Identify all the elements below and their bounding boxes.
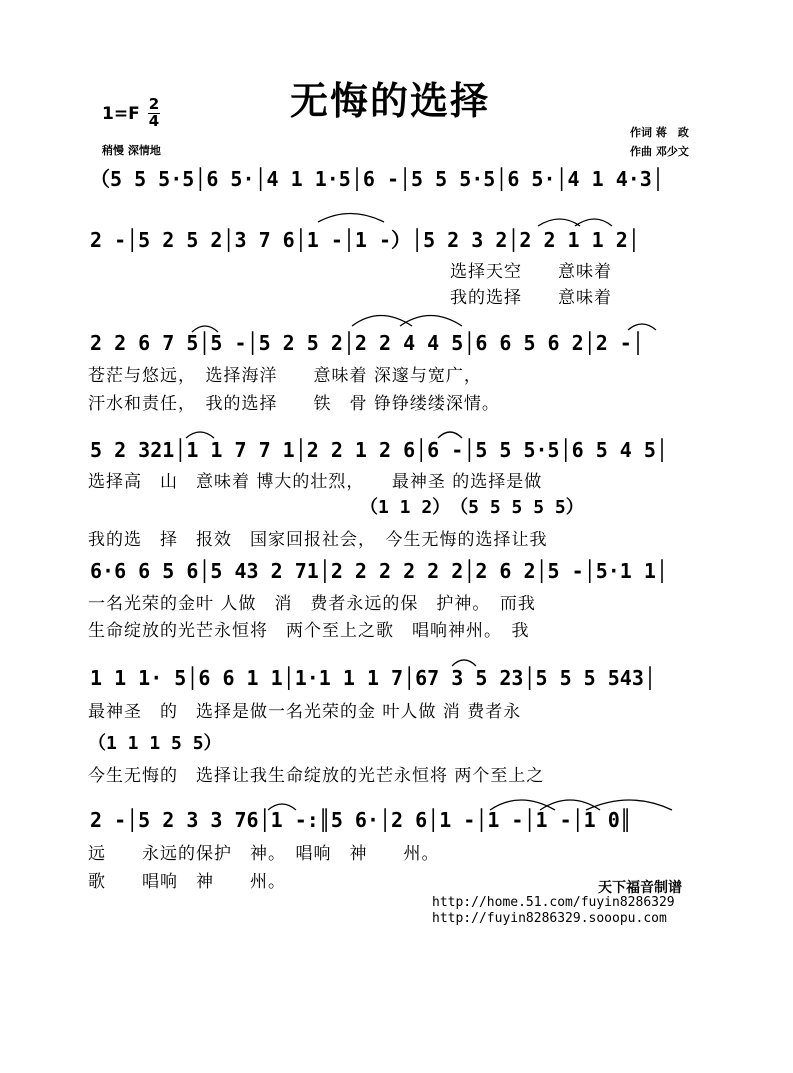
alternate-notes-6: （1 1 1 5 5） [88,733,222,754]
lyric-line-4a: 选择高 山 意味着 博大的壮烈， 最神圣 的选择是做 [88,472,543,492]
lyric-line-7a: 远 永远的保护 神。 唱响 神 州。 [88,844,440,864]
slur-3 [575,219,612,226]
lyric-line-6a: 最神圣 的 选择是做一名光荣的金 叶人做 消 费者永 [88,702,522,722]
lyricist-credit: 作词 蒋 政 [630,126,689,139]
lyric-line-3a: 苍茫与悠远， 选择海洋 意味着 深邃与宽广， [88,366,482,386]
notation-line-6: 1 1 1· 5│6 6 1 1│1·1 1 1 7│67 3 5 23│5 5 5 543│ [90,666,656,690]
time-signature-bottom: 4 [148,112,160,130]
notation-line-2: 2 -│5 2 5 2│3 7 6│1 -│1 -）│5 2 3 2│2 2 1 1 2│ [90,228,640,252]
lyric-line-2b: 我的选择 意味着 [450,288,612,308]
composer-credit: 作曲 邓少文 [630,145,689,158]
slur-7 [628,324,656,330]
key-signature: 1=F [102,104,140,124]
lyric-line-6b: 今生无悔的 选择让我生命绽放的光芒永恒将 两个至上之 [88,766,545,786]
notation-line-1: （5 5 5·5│6 5·│4 1 1·5│6 -│5 5 5·5│6 5·│4 1 4·3│ [90,167,664,191]
lyric-line-7b: 歌 唱响 神 州。 [88,872,286,892]
slur-8 [186,432,214,438]
tempo-marking: 稍慢 深情地 [102,144,161,157]
slur-12 [490,800,555,810]
notation-line-7: 2 -│5 2 3 3 76│1 -:║5 6·│2 6│1 -│1 -│1 -│1 0║ [90,808,632,832]
notation-line-3: 2 2 6 7 5│5 -│5 2 5 2│2 2 4 4 5│6 6 5 6 2│2 -│ [90,331,644,355]
slur-1 [318,214,384,223]
slur-14 [586,800,672,810]
slur-2 [538,219,580,226]
song-title: 无悔的选择 [290,79,491,123]
notation-line-4: 5 2 321│1 1 7 7 1│2 2 1 2 6│6 -│5 5 5·5│6 5 4 5│ [90,438,668,462]
alternate-notes-4: （1 1 2） （5 5 5 5 5） [360,497,584,518]
time-signature-top: 2 [148,95,160,113]
lyric-line-5b: 生命绽放的光芒永恒将 两个至上之歌 唱响神州。 我 [88,621,530,641]
slur-10 [452,660,476,666]
lyric-line-4b: 我的选 择 报效 国家回报社会， 今生无悔的选择让我 [88,530,548,550]
lyric-line-2a: 选择天空 意味着 [450,262,612,282]
slur-4 [192,326,218,332]
website-link-2[interactable]: http://fuyin8286329.sooopu.com [432,911,667,926]
lyric-line-3b: 汗水和责任， 我的选择 铁 骨 铮铮缕缕深情。 [88,394,500,414]
slur-9 [438,432,462,438]
website-link-1[interactable]: http://home.51.com/fuyin8286329 [432,895,675,910]
slur-11 [268,804,296,810]
lyric-line-5a: 一名光荣的金叶 人做 消 费者永远的保 护神。 而我 [88,594,536,614]
notation-line-5: 6·6 6 5 6│5 43 2 71│2 2 2 2 2 2│2 6 2│5 -│5·1 1│ [90,559,668,583]
publisher-credit: 天下福音制谱 [598,880,682,896]
